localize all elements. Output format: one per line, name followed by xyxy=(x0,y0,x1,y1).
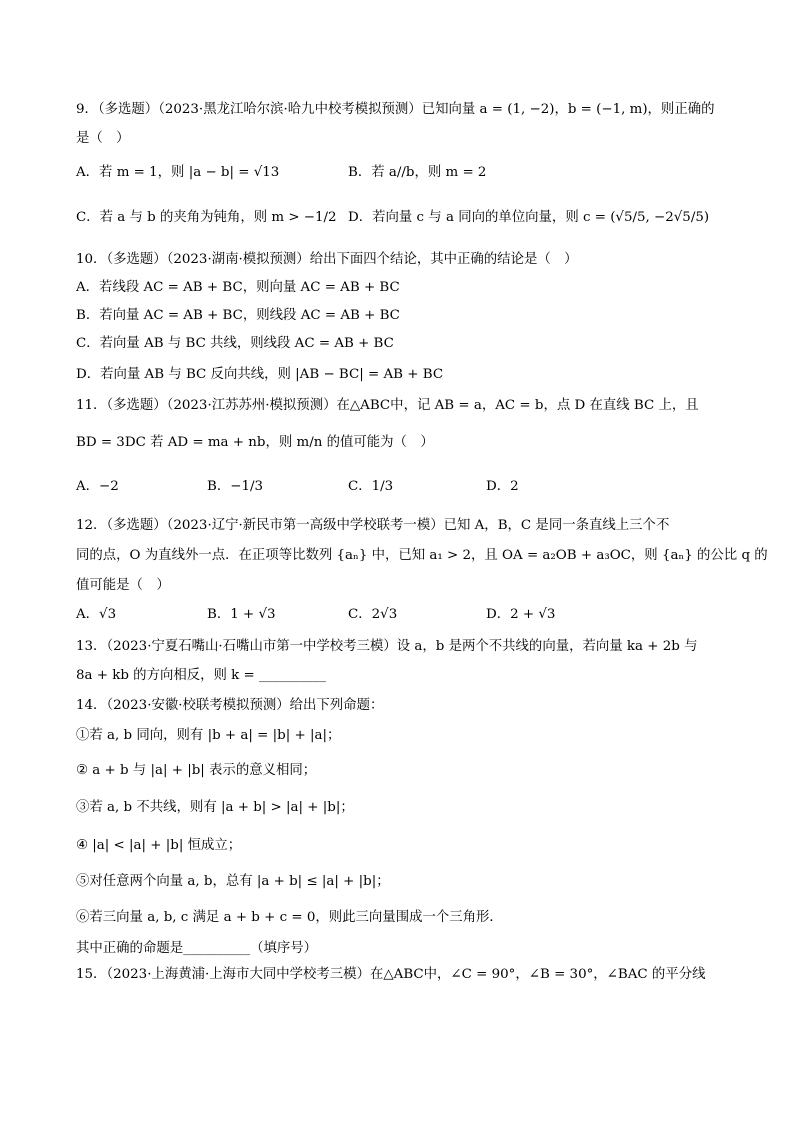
q12-stem-line2: 同的点，O 为直线外一点．在正项等比数列 {aₙ} 中，已知 a₁ > 2，且 OA = a₂OB + a₃OC，则 {aₙ} 的公比 q 的 xyxy=(76,548,768,563)
q14-answer-line: 其中正确的命题是__________（填序号） xyxy=(76,941,318,956)
q9-option-d: D．若向量 c 与 a 同向的单位向量，则 c = (√5/5, −2√5/5) xyxy=(348,210,710,225)
q12-option-a: A．√3 xyxy=(76,607,117,622)
q14-item-4: ④ |a| < |a| + |b| 恒成立； xyxy=(76,838,242,853)
q13-stem-line1: 13．（2023·宁夏石嘴山·石嘴山市第一中学校考三模）设 a，b 是两个不共线的向量，若向量 ka + 2b 与 xyxy=(76,639,698,654)
q12-stem-line1: 12．（多选题）（2023·辽宁·新民市第一高级中学校联考一模）已知 A，B，C 是同一条直线上三个不 xyxy=(76,518,670,533)
q12-option-c: C．2√3 xyxy=(348,607,398,622)
q10-option-d: D．若向量 AB 与 BC 反向共线，则 |AB − BC| = AB + BC xyxy=(76,367,444,382)
q11-option-a: A．−2 xyxy=(76,479,119,494)
q14-item-5: ⑤对任意两个向量 a, b，总有 |a + b| ≤ |a| + |b|； xyxy=(76,874,390,889)
q14-item-1: ①若 a, b 同向，则有 |b + a| = |b| + |a|； xyxy=(76,728,341,743)
q11-option-d: D．2 xyxy=(486,479,519,494)
q10-option-c: C．若向量 AB 与 BC 共线，则线段 AC = AB + BC xyxy=(76,336,394,351)
q12-option-b: B．1 + √3 xyxy=(207,607,276,622)
q14-stem: 14．（2023·安徽·校联考模拟预测）给出下列命题： xyxy=(76,698,384,713)
q11-stem-line2: BD = 3DC 若 AD = ma + nb，则 m/n 的值可能为（ ） xyxy=(76,435,434,450)
q11-option-c: C．1/3 xyxy=(348,479,394,494)
q14-item-3: ③若 a, b 不共线，则有 |a + b| > |a| + |b|； xyxy=(76,800,354,815)
q14-item-6: ⑥若三向量 a, b, c 满足 a + b + c = 0，则此三向量围成一个三角形． xyxy=(76,910,503,925)
q11-stem-line1: 11．（多选题）（2023·江苏苏州·模拟预测）在△ABC中，记 AB = a，AC = b，点 D 在直线 BC 上，且 xyxy=(76,398,699,413)
q10-stem: 10．（多选题）（2023·湖南·模拟预测）给出下面四个结论，其中正确的结论是（ ） xyxy=(76,252,578,267)
q9-option-a: A．若 m = 1，则 |a − b| = √13 xyxy=(76,165,280,180)
q12-stem-line3: 值可能是（ ） xyxy=(76,578,170,593)
q15-stem: 15．（2023·上海黄浦·上海市大同中学校考三模）在△ABC中，∠C = 90°，∠B = 30°，∠BAC 的平分线 xyxy=(76,967,706,982)
q12-option-d: D．2 + √3 xyxy=(486,607,556,622)
q10-option-b: B．若向量 AC = AB + BC，则线段 AC = AB + BC xyxy=(76,308,400,323)
q9-option-b: B．若 a//b，则 m = 2 xyxy=(348,165,487,180)
q9-stem-line2: 是（ ） xyxy=(76,131,130,146)
q13-stem-line2: 8a + kb 的方向相反，则 k = __________ xyxy=(76,668,326,683)
q10-option-a: A．若线段 AC = AB + BC，则向量 AC = AB + BC xyxy=(76,280,400,295)
q9-option-c: C．若 a 与 b 的夹角为钝角，则 m > −1/2 xyxy=(76,210,337,225)
q9-stem-line1: 9．（多选题）（2023·黑龙江哈尔滨·哈九中校考模拟预测）已知向量 a = (1, −2)，b = (−1, m)，则正确的 xyxy=(76,102,715,117)
q11-option-b: B．−1/3 xyxy=(207,479,264,494)
q14-item-2: ② a + b 与 |a| + |b| 表示的意义相同； xyxy=(76,763,317,778)
